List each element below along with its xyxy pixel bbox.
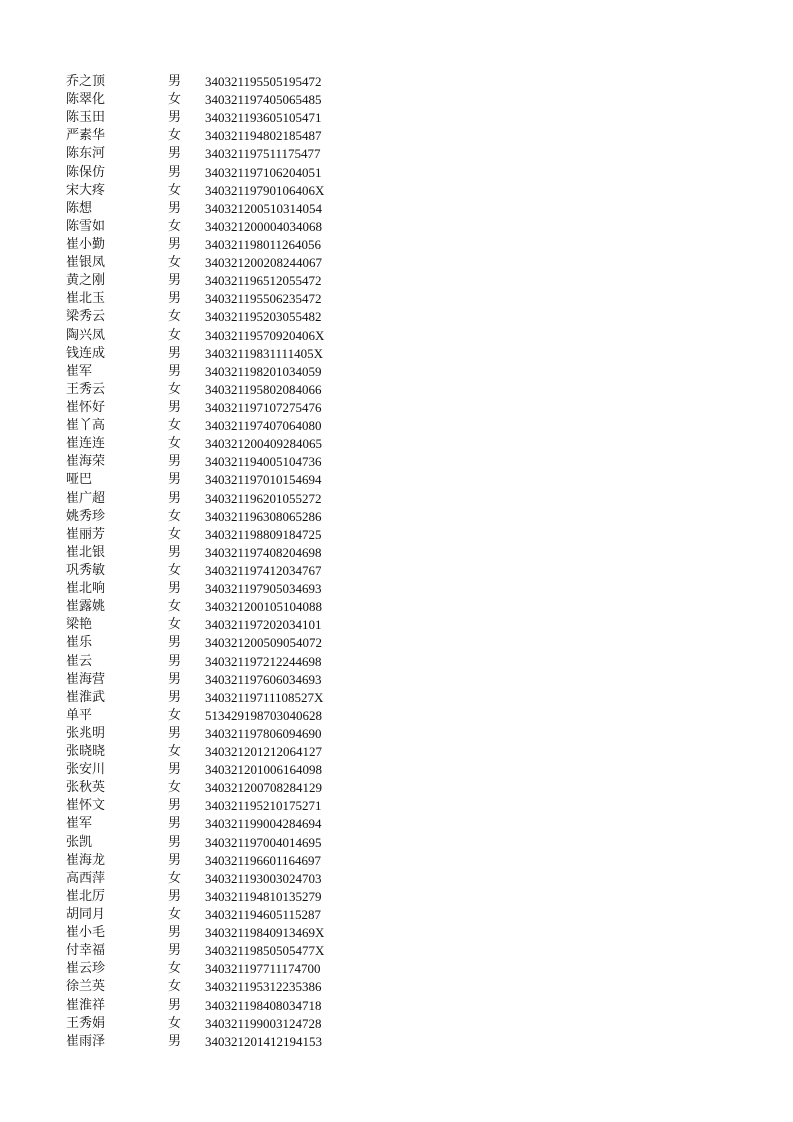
person-id-number: 340321197408204698 (205, 544, 322, 560)
person-gender: 男 (168, 635, 182, 651)
person-id-number: 34032119840913469X (205, 925, 325, 941)
person-gender: 女 (168, 780, 182, 796)
person-gender: 男 (168, 689, 182, 705)
person-gender: 女 (168, 182, 182, 198)
table-row (66, 127, 366, 145)
person-gender: 女 (168, 327, 182, 343)
table-row (66, 997, 366, 1015)
person-id-number: 340321197412034767 (205, 562, 322, 578)
person-gender: 男 (168, 725, 182, 741)
person-gender: 男 (168, 798, 182, 814)
table-row (66, 399, 366, 417)
person-gender: 女 (168, 508, 182, 524)
person-gender: 男 (168, 472, 182, 488)
person-gender: 女 (168, 255, 182, 271)
table-row (66, 308, 366, 326)
table-row (66, 689, 366, 707)
person-name: 钱连成 (66, 345, 106, 361)
person-id-number: 340321200004034068 (205, 218, 322, 234)
person-id-number: 340321195203055482 (205, 309, 322, 325)
person-gender: 男 (168, 581, 182, 597)
table-row (66, 725, 366, 743)
table-row (66, 653, 366, 671)
person-id-number: 340321201006164098 (205, 762, 322, 778)
table-row (66, 363, 366, 381)
person-name: 崔淮祥 (66, 997, 106, 1013)
table-row (66, 870, 366, 888)
person-name: 张凯 (66, 834, 93, 850)
table-row (66, 453, 366, 471)
person-name: 崔雨泽 (66, 1033, 106, 1049)
person-gender: 男 (168, 110, 182, 126)
person-id-number: 340321197202034101 (205, 617, 322, 633)
person-name: 崔丽芳 (66, 526, 106, 542)
person-id-number: 340321200105104088 (205, 599, 322, 615)
person-gender: 女 (168, 526, 182, 542)
table-row (66, 634, 366, 652)
person-id-number: 340321200208244067 (205, 255, 322, 271)
person-name: 崔小勤 (66, 236, 106, 252)
person-id-number: 340321197511175477 (205, 146, 321, 162)
table-row (66, 580, 366, 598)
person-name: 崔怀文 (66, 798, 106, 814)
table-row (66, 906, 366, 924)
person-name: 崔海荣 (66, 454, 106, 470)
table-row (66, 852, 366, 870)
table-row (66, 797, 366, 815)
person-name: 崔军 (66, 363, 93, 379)
person-gender: 男 (168, 943, 182, 959)
person-name: 黄之刚 (66, 273, 106, 289)
person-roster (66, 73, 366, 1051)
table-row (66, 471, 366, 489)
table-row (66, 327, 366, 345)
person-id-number: 340321195210175271 (205, 798, 322, 814)
person-id-number: 340321195505195472 (205, 74, 322, 89)
table-row (66, 200, 366, 218)
person-id-number: 340321194802185487 (205, 128, 322, 144)
table-row (66, 671, 366, 689)
table-row (66, 236, 366, 254)
person-gender: 男 (168, 236, 182, 252)
person-name: 崔北厉 (66, 888, 106, 904)
person-name: 崔露姚 (66, 599, 106, 615)
person-id-number: 340321194005104736 (205, 454, 322, 470)
person-name: 哑巴 (66, 472, 93, 488)
table-row (66, 272, 366, 290)
person-name: 崔银凤 (66, 255, 106, 271)
person-id-number: 340321193003024703 (205, 870, 322, 886)
person-id-number: 340321201412194153 (205, 1033, 322, 1049)
table-row (66, 526, 366, 544)
table-row (66, 707, 366, 725)
person-name: 崔北玉 (66, 291, 106, 307)
person-id-number: 340321197405065485 (205, 92, 322, 108)
table-row (66, 1015, 366, 1033)
person-name: 崔北银 (66, 544, 106, 560)
person-gender: 女 (168, 1015, 182, 1031)
table-row (66, 562, 366, 580)
person-gender: 男 (168, 852, 182, 868)
person-gender: 男 (168, 399, 182, 415)
table-row (66, 435, 366, 453)
person-id-number: 340321193605105471 (205, 110, 322, 126)
person-name: 崔丫高 (66, 418, 106, 434)
table-row (66, 145, 366, 163)
person-id-number: 34032119831111405X (205, 345, 323, 361)
person-id-number: 340321197004014695 (205, 834, 322, 850)
person-name: 崔小毛 (66, 925, 106, 941)
person-id-number: 340321197806094690 (205, 725, 322, 741)
table-row (66, 218, 366, 236)
person-name: 徐兰英 (66, 979, 106, 995)
person-gender: 女 (168, 128, 182, 144)
person-gender: 女 (168, 870, 182, 886)
person-id-number: 34032119790106406X (205, 182, 325, 198)
person-name: 王秀娟 (66, 1015, 106, 1031)
person-id-number: 340321199004284694 (205, 816, 322, 832)
person-gender: 男 (168, 834, 182, 850)
person-id-number: 340321194810135279 (205, 888, 322, 904)
person-gender: 男 (168, 544, 182, 560)
table-row (66, 490, 366, 508)
person-id-number: 34032119570920406X (205, 327, 325, 343)
person-gender: 男 (168, 925, 182, 941)
table-row (66, 417, 366, 435)
person-id-number: 340321197010154694 (205, 472, 322, 488)
table-row (66, 1033, 366, 1051)
person-gender: 女 (168, 617, 182, 633)
table-row (66, 761, 366, 779)
person-name: 宋大疼 (66, 182, 106, 198)
person-gender: 男 (168, 1033, 182, 1049)
table-row (66, 290, 366, 308)
person-gender: 男 (168, 888, 182, 904)
person-name: 单平 (66, 707, 93, 723)
person-id-number: 340321196201055272 (205, 490, 322, 506)
person-id-number: 340321195506235472 (205, 291, 322, 307)
table-row (66, 815, 366, 833)
table-row (66, 345, 366, 363)
table-row (66, 109, 366, 127)
table-row (66, 508, 366, 526)
person-name: 陈想 (66, 200, 93, 216)
person-gender: 男 (168, 74, 182, 89)
person-id-number: 340321194605115287 (205, 907, 322, 923)
table-row (66, 978, 366, 996)
person-name: 崔海龙 (66, 852, 106, 868)
person-id-number: 34032119850505477X (205, 943, 325, 959)
person-name: 严素华 (66, 128, 106, 144)
person-gender: 女 (168, 979, 182, 995)
table-row (66, 616, 366, 634)
person-id-number: 340321197107275476 (205, 399, 322, 415)
person-name: 张兆明 (66, 725, 106, 741)
table-row (66, 834, 366, 852)
person-name: 张秋英 (66, 780, 106, 796)
table-row (66, 544, 366, 562)
person-name: 张晓晓 (66, 744, 106, 760)
person-gender: 女 (168, 707, 182, 723)
person-id-number: 340321199003124728 (205, 1015, 322, 1031)
person-gender: 女 (168, 436, 182, 452)
person-gender: 男 (168, 671, 182, 687)
person-gender: 男 (168, 164, 182, 180)
person-gender: 男 (168, 997, 182, 1013)
person-id-number: 340321197905034693 (205, 581, 322, 597)
person-gender: 男 (168, 816, 182, 832)
person-gender: 女 (168, 562, 182, 578)
person-name: 陈东河 (66, 146, 106, 162)
table-row (66, 91, 366, 109)
table-row (66, 942, 366, 960)
person-gender: 女 (168, 599, 182, 615)
person-gender: 男 (168, 454, 182, 470)
person-name: 胡同月 (66, 907, 106, 923)
person-id-number: 340321198809184725 (205, 526, 322, 542)
person-gender: 男 (168, 762, 182, 778)
person-gender: 女 (168, 961, 182, 977)
person-name: 张安川 (66, 762, 106, 778)
table-row (66, 743, 366, 761)
person-id-number: 340321195312235386 (205, 979, 322, 995)
person-id-number: 340321197407064080 (205, 418, 322, 434)
person-name: 崔云 (66, 653, 93, 669)
person-name: 陈保仿 (66, 164, 106, 180)
table-row (66, 779, 366, 797)
person-id-number: 340321195802084066 (205, 381, 322, 397)
person-name: 陶兴凤 (66, 327, 106, 343)
person-id-number: 340321200708284129 (205, 780, 322, 796)
person-gender: 女 (168, 309, 182, 325)
person-name: 崔连连 (66, 436, 106, 452)
person-gender: 女 (168, 744, 182, 760)
table-row (66, 888, 366, 906)
person-name: 崔乐 (66, 635, 93, 651)
person-name: 乔之顶 (66, 74, 106, 89)
person-id-number: 340321197711174700 (205, 961, 321, 977)
person-id-number: 340321196308065286 (205, 508, 322, 524)
person-id-number: 340321198201034059 (205, 363, 322, 379)
person-gender: 女 (168, 418, 182, 434)
table-row (66, 924, 366, 942)
table-row (66, 182, 366, 200)
person-name: 高西萍 (66, 870, 106, 886)
person-id-number: 340321197606034693 (205, 671, 322, 687)
person-id-number: 34032119711108527X (205, 689, 324, 705)
person-gender: 男 (168, 146, 182, 162)
person-id-number: 340321200409284065 (205, 436, 322, 452)
person-gender: 男 (168, 200, 182, 216)
person-gender: 女 (168, 218, 182, 234)
person-name: 付幸福 (66, 943, 106, 959)
person-gender: 女 (168, 92, 182, 108)
person-id-number: 340321201212064127 (205, 744, 322, 760)
person-gender: 男 (168, 291, 182, 307)
person-name: 崔怀好 (66, 399, 106, 415)
person-name: 陈雪如 (66, 218, 106, 234)
person-gender: 女 (168, 907, 182, 923)
table-row (66, 960, 366, 978)
table-row (66, 598, 366, 616)
person-id-number: 340321200509054072 (205, 635, 322, 651)
person-name: 陈翠化 (66, 92, 106, 108)
person-gender: 男 (168, 345, 182, 361)
person-name: 崔云珍 (66, 961, 106, 977)
person-id-number: 340321198408034718 (205, 997, 322, 1013)
person-gender: 男 (168, 363, 182, 379)
person-id-number: 340321196601164697 (205, 852, 322, 868)
person-id-number: 513429198703040628 (205, 707, 322, 723)
table-row (66, 381, 366, 399)
person-name: 崔淮武 (66, 689, 106, 705)
person-name: 姚秀珍 (66, 508, 106, 524)
table-row (66, 164, 366, 182)
table-row (66, 254, 366, 272)
person-name: 崔海营 (66, 671, 106, 687)
table-row (66, 73, 366, 91)
person-id-number: 340321197106204051 (205, 164, 322, 180)
person-name: 王秀云 (66, 381, 106, 397)
person-gender: 女 (168, 381, 182, 397)
person-id-number: 340321198011264056 (205, 236, 322, 252)
person-id-number: 340321197212244698 (205, 653, 322, 669)
person-gender: 男 (168, 490, 182, 506)
person-name: 梁艳 (66, 617, 93, 633)
person-name: 崔军 (66, 816, 93, 832)
person-name: 崔广超 (66, 490, 106, 506)
person-name: 梁秀云 (66, 309, 106, 325)
person-id-number: 340321200510314054 (205, 200, 322, 216)
person-gender: 男 (168, 653, 182, 669)
person-name: 巩秀敏 (66, 562, 106, 578)
person-id-number: 340321196512055472 (205, 273, 322, 289)
person-gender: 男 (168, 273, 182, 289)
person-name: 崔北响 (66, 581, 106, 597)
person-name: 陈玉田 (66, 110, 106, 126)
